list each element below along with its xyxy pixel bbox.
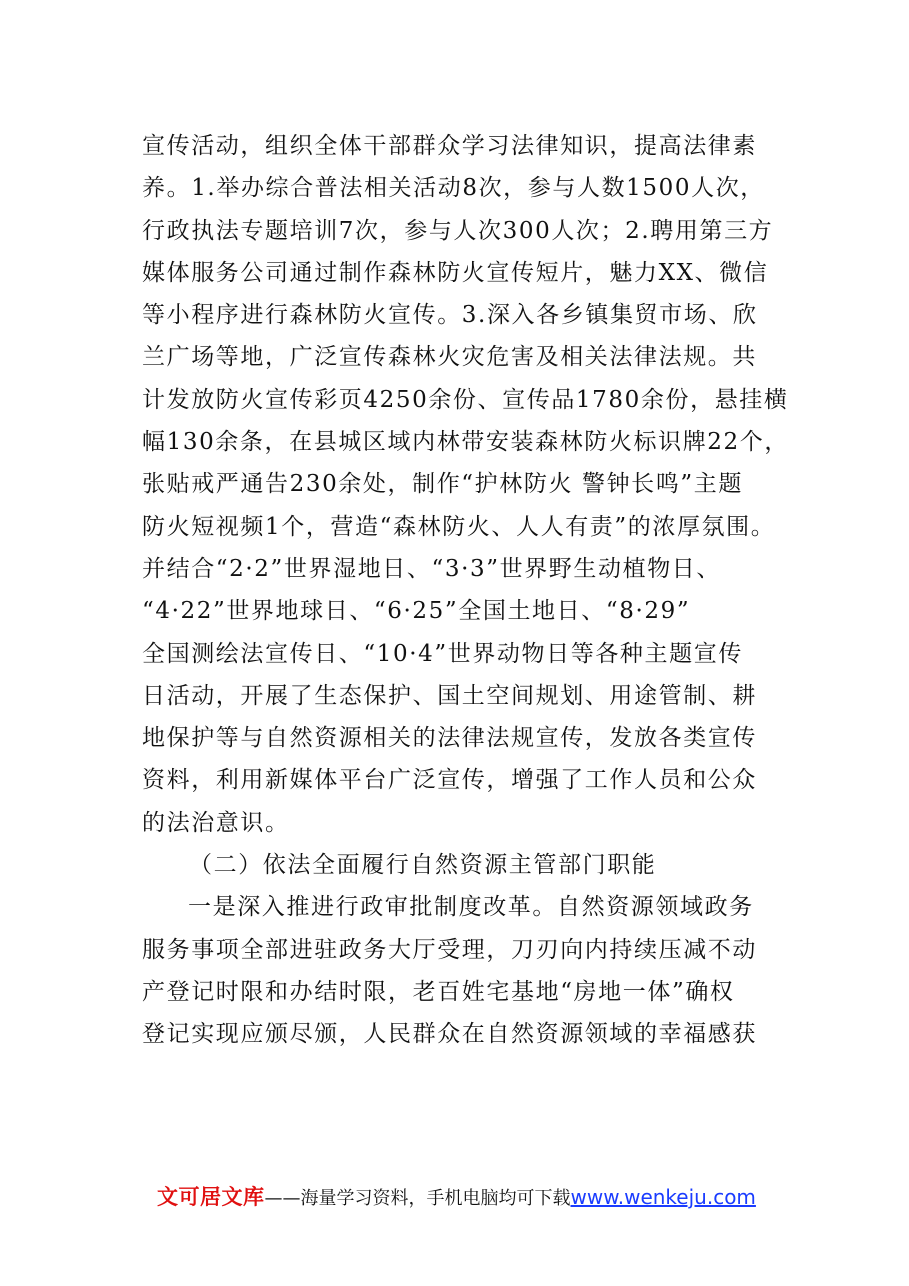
body-line: 计发放防火宣传彩页4250余份、宣传品1780余份，悬挂横	[142, 386, 789, 413]
body-line: 产登记时限和办结时限，老百姓宅基地“房地一体”确权	[142, 978, 735, 1005]
body-line: 的法治意识。	[142, 809, 290, 836]
footer-slogan: ——海量学习资料，手机电脑均可下载	[264, 1188, 571, 1209]
footer-banner	[157, 1180, 756, 1214]
document-body	[142, 125, 802, 1056]
body-line: 媒体服务公司通过制作森林防火宣传短片，魅力XX、微信	[142, 259, 769, 286]
section-heading: （二）依法全面履行自然资源主管部门职能	[189, 852, 657, 879]
body-line: “4·22”世界地球日、“6·25”全国土地日、“8·29”	[142, 598, 691, 625]
body-line: 幅130余条，在县城区域内林带安装森林防火标识牌22个，	[142, 429, 789, 456]
footer-url-link[interactable]: www.wenkeju.com	[570, 1185, 756, 1209]
body-line: 宣传活动，组织全体干部群众学习法律知识，提高法律素	[142, 133, 757, 159]
body-line: 日活动，开展了生态保护、国土空间规划、用途管制、耕	[142, 682, 757, 709]
body-line: 防火短视频1个，营造“森林防火、人人有责”的浓厚氛围。	[142, 513, 776, 540]
body-line: 兰广场等地，广泛宣传森林火灾危害及相关法律法规。共	[142, 344, 757, 371]
body-line: 并结合“2·2”世界湿地日、“3·3”世界野生动植物日、	[142, 555, 721, 582]
body-line: 等小程序进行森林防火宣传。3.深入各乡镇集贸市场、欣	[142, 302, 758, 329]
body-line: 一是深入推进行政审批制度改革。自然资源领域政务	[188, 894, 754, 921]
body-line: 张贴戒严通告230余处，制作“护林防火 警钟长鸣”主题	[142, 471, 743, 498]
body-line: 全国测绘法宣传日、“10·4”世界动物日等各种主题宣传	[142, 640, 743, 667]
body-line: 养。1.举办综合普法相关活动8次，参与人数1500人次，	[142, 175, 765, 202]
footer-brand: 文可居文库	[157, 1185, 265, 1209]
body-line: 登记实现应颁尽颁，人民群众在自然资源领域的幸福感获	[142, 1021, 757, 1048]
body-line: 资料，利用新媒体平台广泛宣传，增强了工作人员和公众	[142, 767, 757, 794]
body-line: 服务事项全部进驻政务大厅受理，刀刃向内持续压减不动	[142, 936, 757, 963]
body-line: 地保护等与自然资源相关的法律法规宣传，发放各类宣传	[142, 725, 757, 752]
body-line: 行政执法专题培训7次，参与人次300人次；2.聘用第三方	[142, 217, 774, 244]
